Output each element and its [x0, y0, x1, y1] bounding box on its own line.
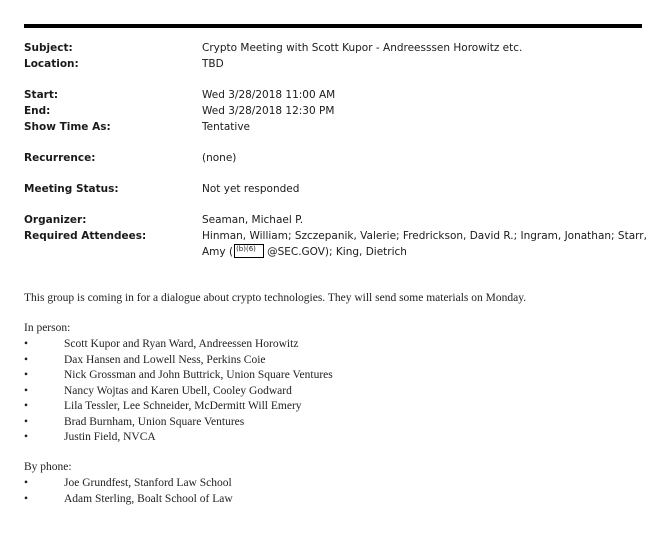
in-person-heading: In person: — [24, 322, 71, 334]
bullet-icon: • — [24, 415, 29, 428]
recurrence-label: Recurrence: — [24, 152, 96, 164]
start-value: Wed 3/28/2018 11:00 AM — [202, 89, 336, 101]
show-time-as-label: Show Time As: — [24, 121, 111, 133]
meeting-status-label: Meeting Status: — [24, 183, 119, 195]
recurrence-value: (none) — [202, 152, 237, 164]
subject-value: Crypto Meeting with Scott Kupor - Andreesssen Horowitz etc. — [202, 42, 523, 54]
bullet-icon: • — [24, 431, 29, 443]
bullet-icon: • — [24, 369, 29, 381]
location-value: TBD — [202, 58, 224, 70]
attendee-amy-prefix: Amy ( — [202, 246, 234, 258]
bullet-icon: • — [24, 477, 29, 489]
bullet-icon: • — [24, 400, 29, 412]
bullet-icon: • — [24, 384, 29, 397]
attendee-amy-suffix: @SEC.GOV); King, Dietrich — [267, 246, 407, 258]
required-attendees-line2 — [202, 244, 407, 260]
required-attendees-line1: Hinman, William; Szczepanik, Valerie; Fredrickson, David R.; Ingram, Jonathan; Starr, — [202, 230, 647, 242]
redaction-box: (b)(6) — [234, 244, 264, 258]
end-label: End: — [24, 105, 51, 117]
subject-label: Subject: — [24, 42, 73, 54]
organizer-label: Organizer: — [24, 214, 87, 226]
bullet-icon: • — [24, 338, 29, 350]
show-time-as-value: Tentative — [202, 121, 251, 133]
location-label: Location: — [24, 58, 79, 70]
organizer-value: Seaman, Michael P. — [202, 214, 304, 226]
by-phone-heading: By phone: — [24, 461, 72, 473]
bullet-icon: • — [24, 353, 29, 366]
meeting-details — [24, 0, 647, 270]
required-attendees-label: Required Attendees: — [24, 230, 147, 242]
start-label: Start: — [24, 89, 59, 101]
intro-paragraph: This group is coming in for a dialogue about crypto technologies. They will send some materials on Monday. — [24, 292, 527, 304]
bullet-icon: • — [24, 492, 29, 505]
meeting-status-value: Not yet responded — [202, 183, 300, 195]
end-value: Wed 3/28/2018 12:30 PM — [202, 105, 335, 117]
